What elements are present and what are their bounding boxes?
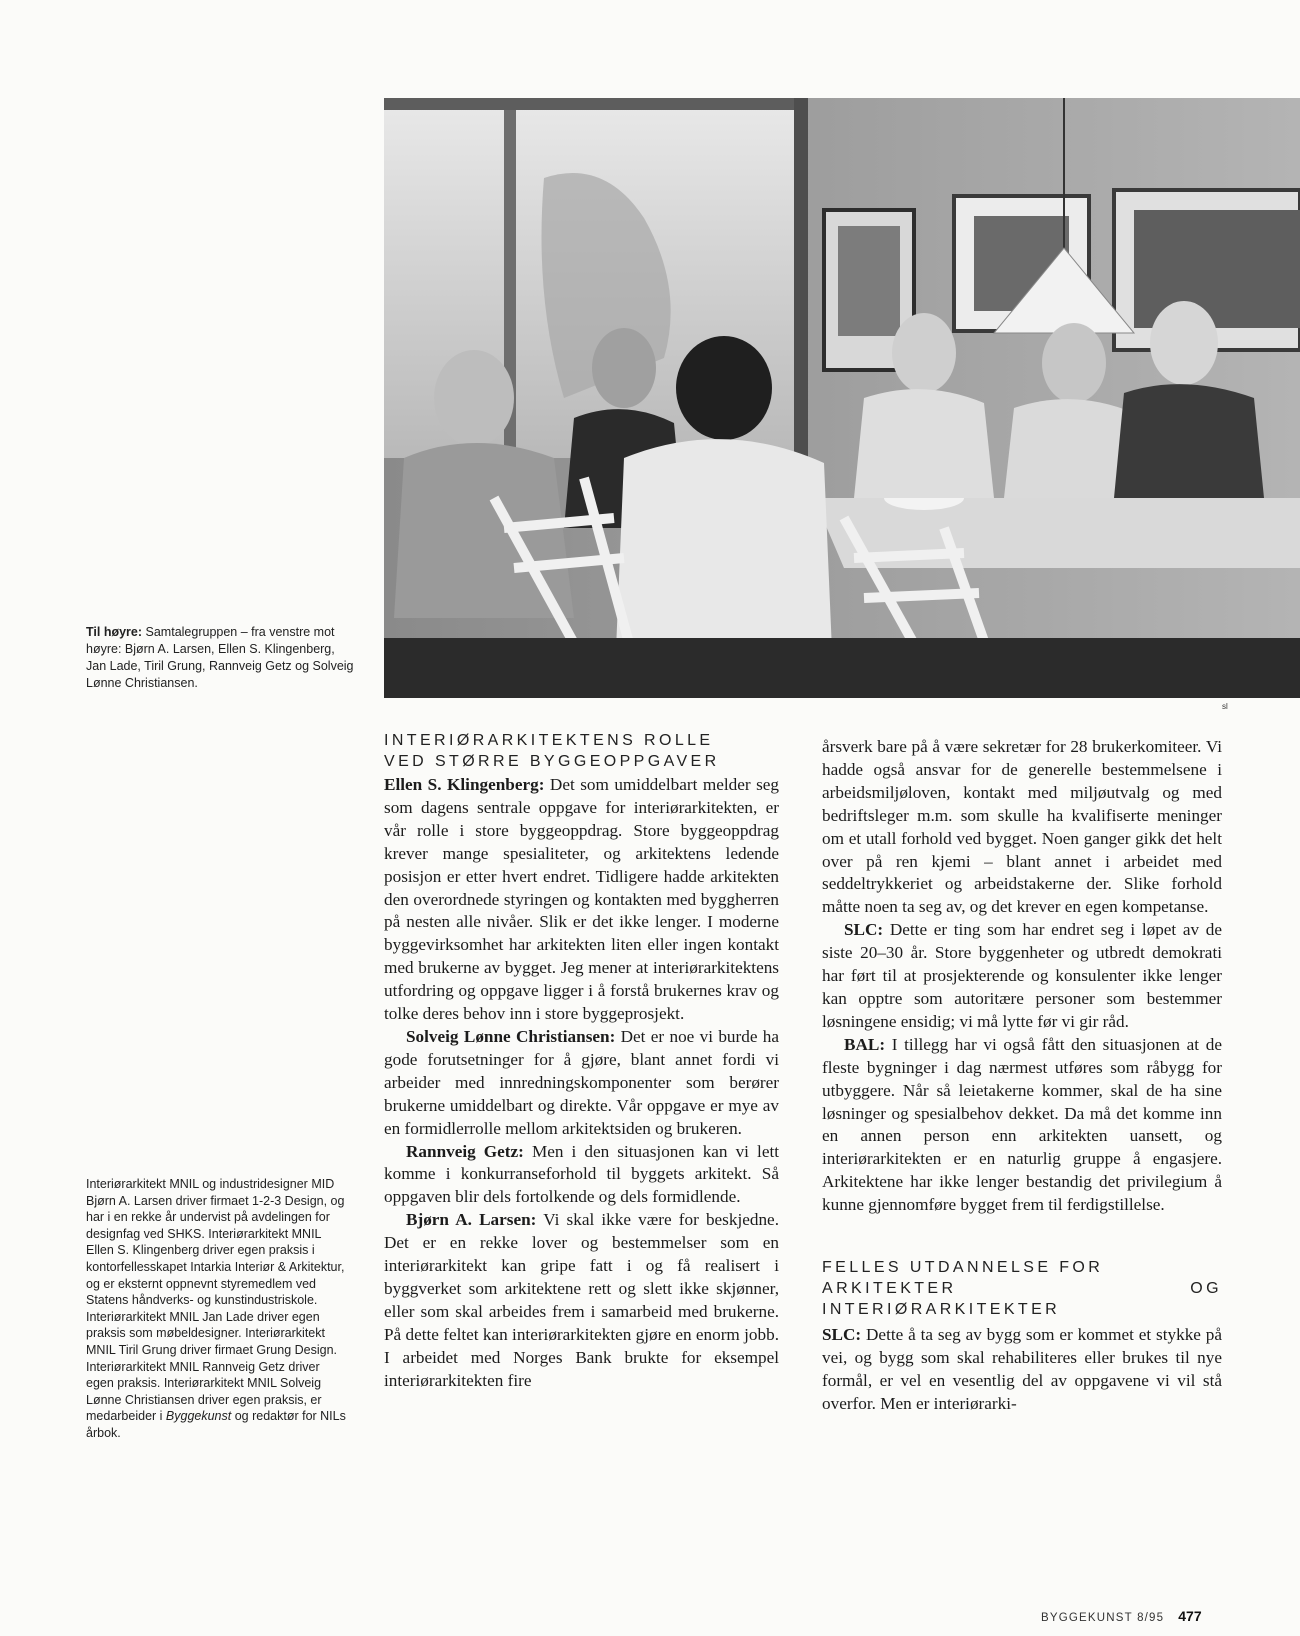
bio-text-before: Interiørarkitekt MNIL og industridesigner MID Bjørn A. Larsen driver firmaet 1-2-3 Design, og har i en rekke år undervist på avdelingen for designfag ved SHKS. Interiørarkitekt MNIL Ellen S. Klingenberg driver egen praksis i kontorfellesskapet Intarkia Interiør & Arkitektur, og er eksternt oppnevnt styremedlem ved Statens håndverks- og kunstindustriskole. Interiørarkitekt MNIL Jan Lade driver egen praksis som møbeldesigner. Interiørarkitekt MNIL Tiril Grung driver firmaet Grung Design. Interiørarkitekt MNIL Rannveig Getz driver egen praksis. Interiørarkitekt MNIL Solveig Lønne Christiansen driver egen praksis, er medarbeider i: [86, 1177, 345, 1424]
bio-text-after: og redaktør for NILs årbok.: [86, 1409, 346, 1440]
speaker-name: Ellen S. Klingenberg:: [384, 775, 545, 794]
group-photo: [384, 98, 1300, 698]
speaker-name: SLC:: [844, 920, 884, 940]
section-heading: [822, 1257, 1222, 1320]
paragraph-text: Dette å ta seg av bygg som er kommet et stykke på vei, og bygg som skal rehabiliteres eller brukes til nye formål, er vel en vesentlig del av oppgavene vi vil stå overfor. Men er interiørarki-: [822, 1325, 1222, 1413]
paragraph: [822, 736, 1222, 919]
caption-text: Samtalegruppen – fra venstre mot høyre: Bjørn A. Larsen, Ellen S. Klingenberg, Jan Lade, Tiril Grung, Rannveig Getz og Solveig Lønne Christiansen.: [86, 625, 354, 690]
speaker-name: BAL:: [844, 1034, 886, 1054]
speaker-name: Bjørn A. Larsen:: [406, 1210, 537, 1230]
paragraph: [384, 1141, 779, 1210]
paragraph-text: årsverk bare på å være sekretær for 28 brukerkomiteer. Vi hadde også ansvar for de generelle bestemmelsene i arbeidsmiljøloven, kontakt med miljøutvalg og med bedriftsleger m.m. som skulle ha kvalifiserte meninger om et utall forhold ved bygget. Noen ganger gikk det helt over på ren kjemi – blant annet i arbeidet med seddeltrykkeriet og arbeidstakerne der. Slike forhold måtte noen ta seg av, og det krever en egen kompetanse.: [822, 737, 1222, 917]
speaker-name: SLC:: [822, 1325, 862, 1345]
article-column-right: [822, 736, 1222, 1416]
paragraph-text: Dette er ting som har endret seg i løpet av de siste 20–30 år. Store byggenheter og utbredt demokrati har ført til at prosjekterende og konsulenter ikke lenger kan opptre som autoritære personer som bestemmer løsningene ensidig; vi må lytte før vi gir råd.: [822, 920, 1222, 1031]
section-heading-line2: VED STØRRE BYGGEOPPGAVER: [384, 753, 720, 770]
paragraph: [822, 1324, 1222, 1416]
paragraph-text: Vi skal ikke være for beskjedne. Det er en rekke lover og bestemmelser som en interiørarkitekt kan gripe fatt i og få realisert i byggverket som arkitektene rett og slett ikke skjønner, eller som skal arbeides frem i samarbeid med brukerne. På dette feltet kan interiørarkitekten gjøre en enorm jobb. I arbeidet med Norges Bank brukte for eksempel interiørarkitekten fire: [384, 1210, 779, 1390]
section-heading-line1: INTERIØRARKITEKTENS ROLLE: [384, 732, 714, 749]
paragraph: [384, 1026, 779, 1141]
section-heading: [384, 730, 779, 772]
bio-caption: [86, 1176, 348, 1442]
paragraph: [384, 774, 779, 1026]
speaker-name: Rannveig Getz:: [406, 1141, 524, 1161]
paragraph: [822, 1034, 1222, 1217]
group-photo-illustration: [384, 98, 1300, 698]
section-heading-line2: ARKITEKTER OG INTERIØRARKITEKTER: [822, 1280, 1222, 1319]
section-heading-line1: FELLES UTDANNELSE FOR: [822, 1259, 1104, 1277]
paragraph: [384, 1209, 779, 1392]
magazine-issue: BYGGEKUNST 8/95: [1041, 1612, 1165, 1624]
paragraph-text: I tillegg har vi også fått den situasjonen at de fleste bygninger i dag nærmest utføres som råbygg for utbyggere. Når så leietakerne kommer, skal de ha sine løsninger og spesialbehov dekket. Da må det komme inn en annen person enn arkitekten uansett, og interiørarkitekten er en naturlig gruppe å engasjere. Arkitektene har ikke lenger bestandig det privilegium å kunne gjennomføre bygget frem til ferdigstillelse.: [822, 1034, 1222, 1215]
photo-credit: sl: [1222, 702, 1228, 711]
paragraph-text: Det som umiddelbart melder seg som dagens sentrale oppgave for interiørarkitekten, er vår rolle i store byggeoppdrag. Store byggeoppdrag krever mange spesialiteter, og arkitektens ledende posisjon er etter hvert endret. Tidligere hadde arkitekten den overordnede styringen og kontakten med byggherren på nesten alle nivåer. Slik er det ikke lenger. I moderne byggevirksomhet har arkitekten liten eller ingen kontakt med brukerne av bygget. Jeg mener at interiørarkitektens utfordring og oppgave ligger i å forstå brukernes krav og tolke deres behov inn i store byggeprosjekt.: [384, 775, 779, 1024]
photo-caption: [86, 624, 356, 692]
paragraph: [822, 919, 1222, 1034]
article-column-left: [384, 730, 779, 1392]
paragraph-text: Det er noe vi burde ha gode forutsetninger for å gjøre, blant annet fordi vi arbeider med innredningskomponenter som berører brukerne umiddelbart og direkte. Vår oppgave er mye av en formidlerrolle mellom arkitektsiden og brukeren.: [384, 1026, 780, 1138]
caption-label: Til høyre:: [86, 625, 143, 639]
page-folio: [1041, 1608, 1202, 1624]
page-number: 477: [1178, 1608, 1202, 1624]
paragraph-text: Men i den situasjonen kan vi lett komme i konkurranseforhold til byggets arkitekt. Så oppgaven blir dels fortolkende og dels formidlende.: [384, 1141, 779, 1207]
bio-text-italic: Byggekunst: [165, 1409, 232, 1424]
speaker-name: Solveig Lønne Christiansen:: [406, 1026, 616, 1046]
